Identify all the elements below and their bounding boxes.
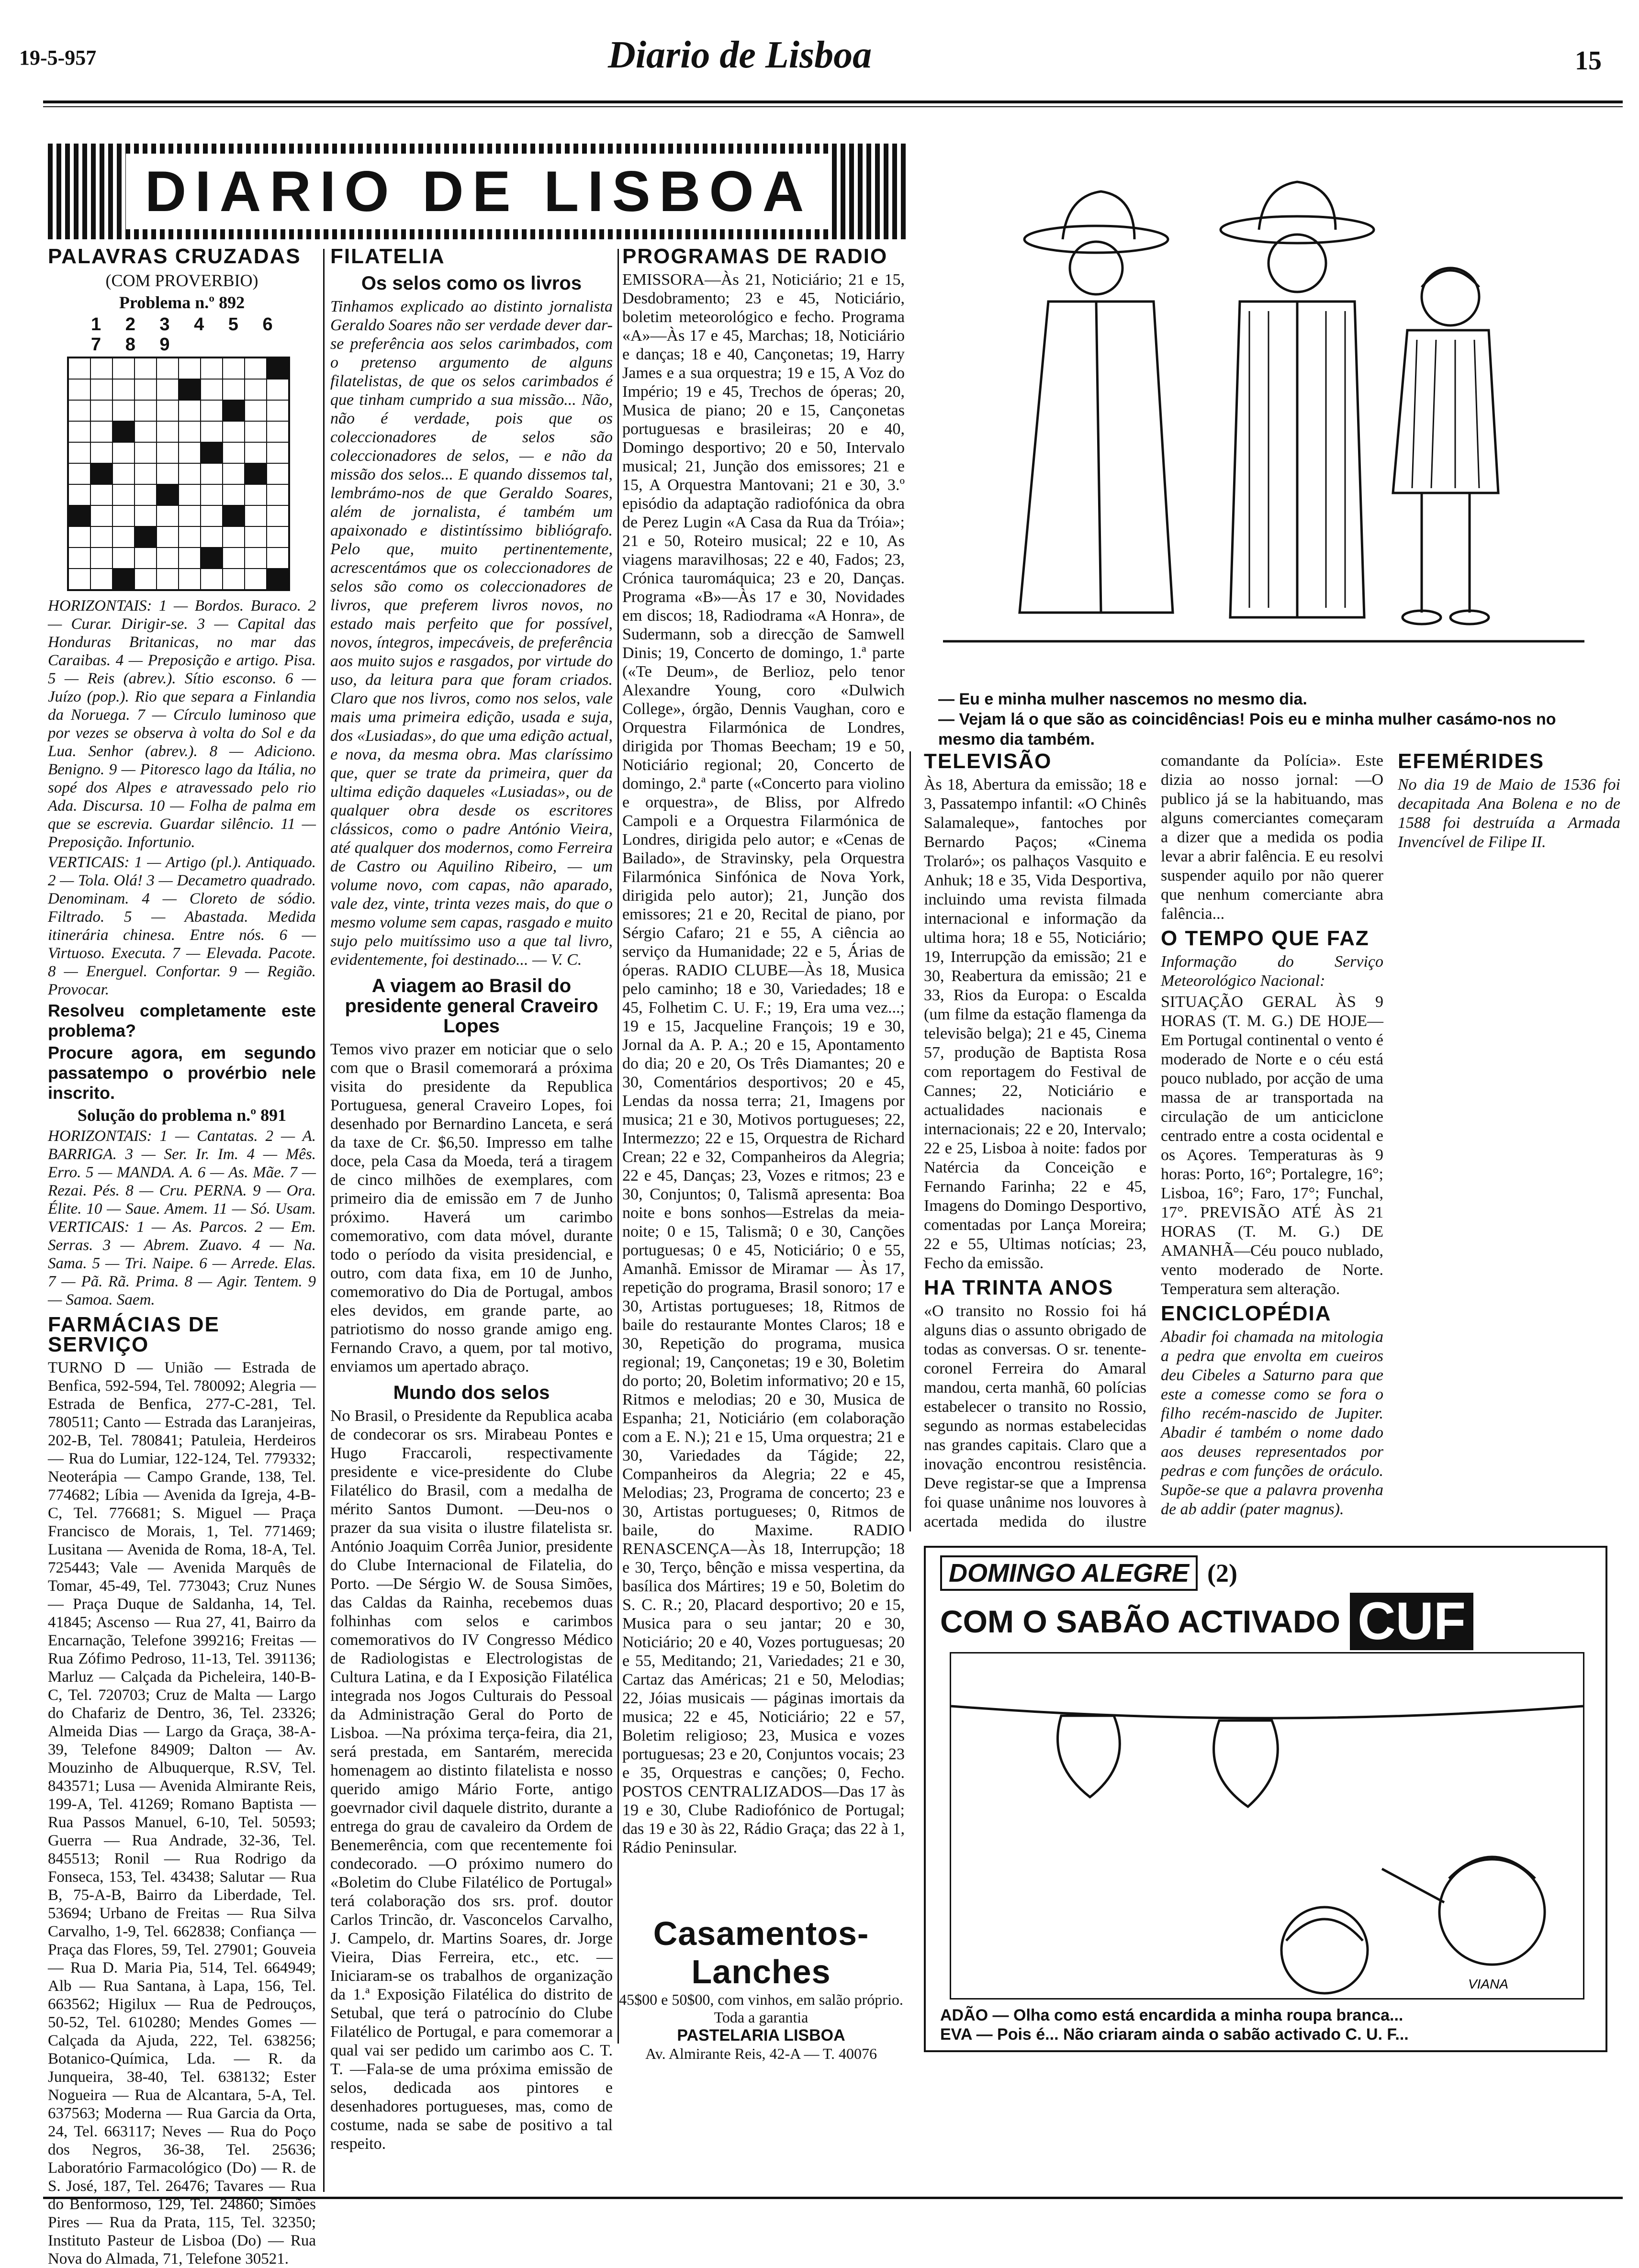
crossword-cell — [245, 442, 267, 463]
ad-line1: 45$00 e 50$00, com vinhos, em salão próprio. Toda a garantia — [619, 1991, 903, 2026]
crossword-cell — [245, 379, 267, 400]
ad-title: Casamentos-Lanches — [653, 1915, 869, 1990]
cartoon-caption-1: — Eu e minha mulher nascemos no mesmo dia. — [938, 690, 1307, 708]
cuf-ad-number: (2) — [1207, 1559, 1237, 1587]
crossword-cell — [179, 526, 201, 547]
crossword-cell — [245, 526, 267, 547]
crossword-cell — [112, 400, 135, 421]
article-body-mundo-selos: No Brasil, o Presidente da Republica acaba de condecorar os srs. Mirabeau Pontes e Hugo Fraccaroli, respectivamente presidente e vice-presidente do Clube Filatélico do Brasil, com a medalha de mérito Santos Dumont. —Deu-nos o prazer da sua visita o ilustre filatelista sr. António Joaquim Corrêa Junior, presidente do Clube Internacional de Filatelia, do Porto. —De Sérgio W. de Sousa Simões, das Caldas da Rainha, recebemos duas folhinhas com selos e carimbos comemorativos do IV Congresso Médico de Radiologistas e Electrologistas de Cultura Latina, e da I Exposição Filatélica integrada nos Jogos Culturais do Pessoal da Administração Geral do Porto de Lisboa. —Na próxima terça-feira, dia 21, será prestada, em Santarém, merecida homenagem ao distinto filatelista e nosso querido amigo Mário Forte, antigo goevrnador civil daquele distrito, durante a entrega do grau de cavaleiro da Ordem de Benemerência, com que recentemente foi condecorado. —O próximo numero do «Boletim do Clube Filatélico de Portugal» terá colaboração dos srs. prof. doutor Carlos Trincão, dr. Vasconcelos Carvalho, J. Campelo, dr. Martins Soares, dr. Jorge Vieira, Dias Ferreira, etc., etc. —Iniciaram-se os trabalhos de organização da 1.ª Exposição Filatélica do distrito de Setubal, que terá o patrocínio do Clube Filatélico de Portugal, e para comemorar a qual vai ser pedido um carimbo aos C. T. T. —Fala-se de uma próxima emissão de selos, dedicada aos pintores e desenhadores portugueses, mas, como de costume, nada se sabe de positivo a tal respeito. — [330, 1407, 613, 2153]
crossword-cell — [201, 400, 223, 421]
tempo-subtitle: Informação do Serviço Meteorológico Nacional: — [1161, 953, 1383, 990]
crossword-cell — [90, 379, 112, 400]
couples-cartoon — [924, 158, 1604, 675]
crossword-cell — [135, 547, 157, 569]
televisao-body: Às 18, Abertura da emissão; 18 e 3, Passatempo infantil: «O Chinês Salamaleque», fantoches por Bernardo Paços; «Cinema Trolaró»; os palhaços Vasquito e Anhuk; 18 e 35, Vida Desportiva, incluindo uma revista filmada internacional e informação da ultima hora; 18 e 55, Noticiário; 19, Interrupção da emissão; 21 e 30, Reabertura da emissão; 21 e 33, Rios da Europa: o Escalda (um filme da estação flamenga da televisão belga); 21 e 45, Cinema 57, produção de Baptista Rosa com reportagem do Festival de Cannes; 22, Noticiário e actualidades nacionais e internacionais; 22 e 20, Intervalo; 22 e 25, Lisboa à noite: fados por Natércia da Conceição e Fernando Farinha; 22 e 45, Imagens do Domingo Desportivo, comentadas por Lança Moreira; 22 e 55, Ultimas notícias; 23, Fecho da emissão. — [924, 776, 1146, 1272]
crossword-cell — [112, 463, 135, 484]
crossword-cell — [157, 505, 179, 526]
televisao-heading: TELEVISÃO — [924, 749, 1052, 773]
crossword-cell — [68, 379, 90, 400]
crossword-cell — [267, 569, 289, 590]
crossword-grid — [67, 357, 290, 591]
crossword-cell — [245, 484, 267, 505]
header-rule-thin — [43, 106, 1623, 107]
crossword-cell — [157, 379, 179, 400]
crossword-cell — [179, 505, 201, 526]
crossword-cell — [201, 358, 223, 379]
crossword-cell — [90, 569, 112, 590]
crossword-cell — [223, 505, 245, 526]
crossword-cell — [157, 400, 179, 421]
crossword-cell — [90, 358, 112, 379]
cuf-ad-signature: VIANA — [1468, 1977, 1509, 1991]
filatelia-heading: FILATELIA — [330, 245, 445, 268]
crossword-cell — [267, 463, 289, 484]
radio-programs: EMISSORA—Às 21, Noticiário; 21 e 15, Desdobramento; 23 e 45, Noticiário, boletim meteorológico e fecho. Programa «A»—Às 17 e 45, Marchas; 18, Noticiário e danças; 18 e 40, Cançonetas; 19, Harry James e a sua orquestra; 19 e 15, A Voz do Império; 19 e 45, Trechos de óperas; 20, Musica de piano; 20 e 15, Cançonetas portuguesas e brasileiras; 20 e 40, Domingo desportivo; 20 e 50, Intervalo musical; 21, Junção dos emissores; 21 e 15, A Orquestra Mantovani; 21 e 30, 3.º episódio da adaptação radiofónica da obra de Perez Lugin «A Casa da Rua da Tróia»; 21 e 50, Roteiro musical; 22 e 10, As viagens maravilhosas; 22 e 40, Fados; 23, Crónica tauromáquica; 23 e 20, Danças. Programa «B»—Às 17 e 30, Novidades em discos; 18, Radiodrama «A Honra», de Sudermann, sob a direcção de Samwell Dinis; 19, Concerto de domingo, 1.ª parte («Te Deum», de Berlioz, pelo tenor Alexandre Young, coro «Dulwich College», órgão, Dennis Vaughan, coro e Orquestra Filarmónica de Londres, dirigida por Thomas Beecham; 19 e 50, Noticiário regional; 20, Concerto de domingo, 2.ª parte («Concerto para violino e orquestra», de Bliss, por Alfredo Campoli e a Orquestra Filarmónica de Londres, dirigida pelo autor; e «Cenas de Bailado», de Stravinsky, pela Orquestra Filarmónica Sinfónica de Nova York, dirigida pelo autor); 21, Junção dos emissores; 21 e 20, Recital de piano, por Sérgio Cafaro; 21 e 55, A ciência ao serviço da Humanidade; 22 e 5, Árias de óperas. RADIO CLUBE—Às 18, Musica pelo caminho; 18 e 30, Variedades; 18 e 45, Folhetim C. U. F.; 19, Era uma vez...; 19 e 15, Jacqueline François; 19 e 30, Jornal da A. P. A.; 20 e 15, Apontamento do dia; 20 e 20, Os Três Diamantes; 20 e 30, Comentários desportivos; 20 e 45, Lendas da nossa terra; 21, Imagens por musica; 21 e 30, Motivos portugueses; 22, Intermezzo; 22 e 15, Orquestra de Richard Crean; 22 e 32, Companheiros da Alegria; 22 e 45, Danças; 23, Vozes e ritmos; 23 e 30, Conjuntos; 0, Talismã apresenta: Boa noite e bons sonhos—Estrelas da meia-noite; 0 e 15, Talismã; 0 e 30, Canções portuguesas; 0 e 45, Noticiário; 0 e 55, Amanhã. Emissor de Miramar — Às 17, repetição do programa, Brasil sonoro; 17 e 30, Artistas portugueses; 18, Ritmos de baile do restaurante Montes Claros; 18 e 30, Repetição do programa, musica regional; 19, Cançonetas; 19 e 30, Boletim do porto; 20, Boletim informativo; 20 e 15, Ritmos e melodias; 20 e 30, Musica de Espanha; 21, Noticiário (em colaboração com a E. N.); 21 e 15, Uma orquestra; 21 e 30, Variedades da Tágide; 22, Companheiros da Alegria; 22 e 45, Melodias; 23, Programa de concerto; 23 e 30, Artistas portugueses; 0, Ritmos de baile, do Maxime. RADIO RENASCENÇA—Às 18, Interrupção; 18 e 30, Terço, bênção e missa vespertina, da basílica dos Mártires; 19 e 50, Boletim do S. C. R.; 20, Placard desportivo; 20 e 15, Musica para o seu jantar; 20 e 30, Noticiário; 20 e 40, Vozes portuguesas; 20 e 55, Meditando; 21, Variedades; 21 e 30, Cartaz das Américas; 21 e 50, Melodias; 22, Jóias musicais — páginas imortais da musica; 22 e 45, Noticiário; 22 e 57, Boletim religioso; 23, Musica e vozes portuguesas; 23 e 20, Conjuntos vocais; 23 e 35, Orquestras e canções; 0, Fecho. POSTOS CENTRALIZADOS—Das 17 às 19 e 30, Clube Radiofónico de Portugal; das 19 e 30 às 22, Rádio Graça; das 22 à 1, Rádio Peninsular. — [622, 271, 905, 1856]
crossword-cell — [157, 421, 179, 442]
crossword-cell — [157, 463, 179, 484]
crossword-horizontal-clues: HORIZONTAIS: 1 — Bordos. Buraco. 2 — Curar. Dirigir-se. 3 — Capital das Honduras Britanicas, no mar das Caraibas. 4 — Preposição e artigo. Pisa. 5 — Reis (abrev.). Sítio esconso. 6 — Juízo (pop.). Rio que separa a Finlandia da Noruega. 7 — Círculo luminoso que por vezes se observa à volta do Sol e da Lua. Senhor (abrev.). 8 — Adiciono. Benigno. 9 — Pitoresco lago da Itália, no sopé dos Alpes e atravessado pelo rio Ada. Discursa. 10 — Folha de palma em que se escrevia. Guardar silêncio. 11 — Preposição. Infortunio. — [48, 597, 316, 851]
pharmacies-heading: FARMÁCIAS DE SERVIÇO — [48, 1313, 220, 1356]
radio-heading: PROGRAMAS DE RADIO — [622, 245, 888, 268]
crossword-cell — [112, 484, 135, 505]
crossword-cell — [179, 547, 201, 569]
crossword-cell — [135, 484, 157, 505]
crossword-cell — [223, 526, 245, 547]
crossword-cell — [90, 421, 112, 442]
crossword-cell — [135, 569, 157, 590]
article-body-selos-livros: Tinhamos explicado ao distinto jornalista Geraldo Soares não ser verdade dever dar-se preferência aos selos carimbados, com o pretenso argumento de alguns filatelistas, de que os selos carimbados é que tinham cumprido a sua missão... Não, não é verdade, pois que os coleccionadores de selos são coleccionadores de selos, — e não da missão dos selos... E quando dissemos tal, lembrámo-nos de que Geraldo Soares, além de jornalista, é também um apaixonado e distintíssimo bibliógrafo. Pelo que, muito pertinentemente, acrescentámos que os coleccionadores de selos são como os coleccionadores de livros, que preferem livros novos, no estado mais perfeito que for possível, novos, íntegros, impecáveis, de preferência aos muito sujos e rasgados, por virtude do uso, da leitura para que foram criados. Claro que nos livros, como nos selos, vale mais uma primeira edição, usada e suja, dos «Lusiadas», do que uma edição actual, e nova, da mesma obra. Mas claríssimo que, quer se trate da primeira, quer da ultima edição daqueles «Lusiadas», ou de qualquer obra desde os escritores clássicos, como o padre António Vieira, até qualquer dos modernos, como Ferreira de Castro ou Aquilino Ribeiro, — um volume novo, com capas, não aparado, vale dez, vinte, trinta vezes mais, do que o mesmo volume sem capas, rasgado e muito sujo pelo muitíssimo uso a que tal livro, evidentemente, foi destinado... — V. C. — [330, 298, 613, 969]
tempo-heading: O TEMPO QUE FAZ — [1161, 927, 1370, 950]
crossword-cell — [179, 400, 201, 421]
ad-line3: Av. Almirante Reis, 42-A — T. 40076 — [645, 2045, 877, 2062]
cuf-ad-slogan: COM O SABÃO ACTIVADO — [940, 1604, 1340, 1639]
crossword-cell — [135, 358, 157, 379]
efemerides-heading: EFEMÉRIDES — [1398, 749, 1545, 773]
cuf-ad-caption-1: ADÃO — Olha como está encardida a minha roupa branca... — [940, 2006, 1403, 2024]
crossword-problem-number: Problema n.º 892 — [119, 293, 245, 312]
crossword-cell — [267, 379, 289, 400]
crossword-cell — [157, 442, 179, 463]
cuf-ad-top-label: DOMINGO ALEGRE — [940, 1555, 1198, 1591]
enciclopedia-heading: ENCICLOPÉDIA — [1161, 1302, 1332, 1325]
cuf-ad-caption-2: EVA — Pois é... Não criaram ainda o sabão activado C. U. F... — [940, 2025, 1409, 2044]
crossword-cell — [201, 569, 223, 590]
crossword-heading: PALAVRAS CRUZADAS — [48, 245, 301, 268]
crossword-cell — [179, 442, 201, 463]
crossword-cell — [179, 484, 201, 505]
crossword-cell — [135, 400, 157, 421]
crossword-cell — [223, 547, 245, 569]
crossword-cell — [245, 400, 267, 421]
crossword-cell — [135, 463, 157, 484]
crossword-cell — [135, 526, 157, 547]
crossword-vertical-clues: VERTICAIS: 1 — Artigo (pl.). Antiquado. 2 — Tola. Olá! 3 — Decametro quadrado. Denominam. 4 — Cloreto de sódio. Filtrado. 5 — Abastada. Medida itinerária chinesa. Entre nós. 6 — Virtuoso. Executa. 7 — Elevada. Pacote. 8 — Energuel. Confortar. 9 — Região. Provocar. — [48, 854, 316, 998]
crossword-cell — [90, 442, 112, 463]
crossword-cell — [135, 421, 157, 442]
crossword-cell — [267, 358, 289, 379]
crossword-cell — [201, 547, 223, 569]
masthead-logo — [48, 144, 909, 239]
crossword-cell — [223, 484, 245, 505]
crossword-prompt: Resolveu completamente este problema? — [48, 1001, 316, 1040]
article-title-viagem-brasil: A viagem ao Brasil do presidente general Craveiro Lopes — [345, 975, 598, 1037]
crossword-cell — [135, 379, 157, 400]
article-title-mundo-selos: Mundo dos selos — [393, 1382, 550, 1403]
crossword-cell — [179, 379, 201, 400]
cuf-soap-ad — [924, 1546, 1607, 2052]
newspaper-title: Diario de Lisboa — [608, 34, 872, 76]
crossword-cell — [267, 400, 289, 421]
issue-date: 19-5-957 — [19, 46, 97, 69]
ad-line2: PASTELARIA LISBOA — [677, 2026, 845, 2045]
crossword-cell — [179, 569, 201, 590]
crossword-cell — [157, 358, 179, 379]
crossword-cell — [223, 358, 245, 379]
header-rule — [43, 101, 1623, 103]
crossword-cell — [112, 505, 135, 526]
crossword-cell — [90, 505, 112, 526]
crossword-cell — [223, 442, 245, 463]
crossword-cell — [245, 421, 267, 442]
crossword-cell — [223, 421, 245, 442]
crossword-cell — [157, 547, 179, 569]
page-number: 15 — [1575, 46, 1602, 76]
crossword-cell — [135, 505, 157, 526]
ha-trinta-anos-heading: HA TRINTA ANOS — [924, 1276, 1114, 1299]
crossword-cell — [68, 463, 90, 484]
crossword-cell — [201, 526, 223, 547]
crossword-cell — [201, 421, 223, 442]
tempo-body: SITUAÇÃO GERAL ÀS 9 HORAS (T. M. G.) DE HOJE—Em Portugal continental o vento é moderado de Norte e o céu está pouco nublado, por acção de uma massa de ar transportada na circulação de um anticiclone centrado entre a costa ocidental e os Açores. Temperaturas às 9 horas: Porto, 16°; Portalegre, 16°; Lisboa, 16°; Faro, 17°; Funchal, 17°. PREVISÃO ATÉ ÀS 21 HORAS (T. M. G.) DE AMANHÃ—Céu pouco nublado, vento moderado de Norte. Temperatura sem alteração. — [1161, 993, 1383, 1298]
crossword-cell — [223, 379, 245, 400]
cuf-ad-caption — [926, 2002, 1605, 2048]
crossword-cell — [68, 442, 90, 463]
crossword-cell — [201, 442, 223, 463]
crossword-proverb-prompt: Procure agora, em segundo passatempo o provérbio nele inscrito. — [48, 1043, 316, 1103]
cartoon-illustration — [924, 158, 1604, 675]
crossword-cell — [68, 358, 90, 379]
crossword-cell — [90, 526, 112, 547]
solution-title: Solução do problema n.º 891 — [77, 1106, 287, 1125]
right-news-columns — [924, 749, 1620, 1531]
crossword-cell — [112, 526, 135, 547]
crossword-cell — [112, 358, 135, 379]
crossword-cell — [157, 484, 179, 505]
crossword-cell — [245, 358, 267, 379]
article-title-selos-livros: Os selos como os livros — [361, 273, 582, 294]
column-divider — [909, 751, 911, 1531]
crossword-cell — [267, 505, 289, 526]
crossword-cell — [112, 379, 135, 400]
crossword-cell — [68, 526, 90, 547]
ha-trinta-anos-body: «O transito no Rossio foi há alguns dias o assunto obrigado de todas as conversas. O sr. tenente-coronel Ferreira do Amaral mandou, certa manhã, 60 polícias estabelecer o transito no Rossio, segundo as normas estabelecidas nas grandes capitais. Claro que a inovação encontrou resistência. Deve registar-se que a Imprensa foi quase unânime nos louvores à acertada medida do ilustre comandante da Polícia». Este dizia ao nosso jornal: —O publico já se la habituando, mas alguns comerciantes começaram a dizer que a medida os podia levar a abrir falência. E eu resolvi suspender aquilo por não querer que nenhum comerciante abra falência... — [924, 752, 1383, 1531]
cartoon-caption-2: — Vejam lá o que são as coincidências! Pois eu e minha mulher casámo-nos no mesmo dia também. — [938, 710, 1556, 749]
crossword-cell — [68, 547, 90, 569]
crossword-cell — [90, 484, 112, 505]
radio-section — [622, 246, 905, 1912]
crossword-cell — [179, 463, 201, 484]
crossword-cell — [112, 442, 135, 463]
crossword-cell — [201, 505, 223, 526]
crossword-cell — [68, 505, 90, 526]
solution-text: HORIZONTAIS: 1 — Cantatas. 2 — A. BARRIGA. 3 — Ser. Ir. Im. 4 — Mês. Erro. 5 — MANDA. A. 6 — As. Mãe. 7 — Rezai. Pés. 8 — Cru. PERNA. 9 — Ora. Élite. 10 — Saue. Amem. 11 — Só. Usam. VERTICAIS: 1 — As. Parcos. 2 — Em. Serras. 3 — Abrem. Zuavo. 4 — Na. Sama. 5 — Tri. Naipe. 6 — Arrede. Elas. 7 — Pã. Rã. Prima. 8 — Agir. Tentem. 9 — Samoa. Saem. — [48, 1128, 316, 1308]
crossword-cell — [223, 463, 245, 484]
crossword-cell — [267, 442, 289, 463]
crossword-cell — [267, 547, 289, 569]
crossword-cell — [223, 400, 245, 421]
crossword-cell — [267, 484, 289, 505]
crossword-section — [48, 245, 316, 2268]
crossword-cell — [245, 547, 267, 569]
crossword-cell — [201, 463, 223, 484]
crossword-cell — [68, 484, 90, 505]
efemerides-body: No dia 19 de Maio de 1536 foi decapitada Ana Bolena e no de 1588 foi destruída a Armada Invencível de Filipe II. — [1398, 776, 1620, 851]
cartoon-caption — [938, 689, 1608, 749]
crossword-cell — [223, 569, 245, 590]
crossword-cell — [245, 569, 267, 590]
crossword-cell — [245, 463, 267, 484]
cuf-ad-illustration — [950, 1652, 1584, 2000]
masthead-text: DIARIO DE LISBOA — [126, 154, 832, 229]
crossword-cell — [201, 379, 223, 400]
crossword-cell — [68, 400, 90, 421]
crossword-cell — [90, 400, 112, 421]
crossword-subtitle: (COM PROVERBIO) — [105, 271, 258, 290]
crossword-column-numbers: 1 2 3 4 5 6 7 8 9 — [91, 314, 282, 355]
crossword-cell — [112, 547, 135, 569]
enciclopedia-body: Abadir foi chamada na mitologia a pedra que envolta em cueiros deu Cibeles a Saturno para que este a comesse como se fora o filho recém-nascido de Jupiter. Abadir é também o nome dado aos deuses representados por pedras e com funções de oráculo. Supõe-se que a palavra provenha de ab addir (pater magnus). — [1161, 1328, 1383, 1518]
crossword-cell — [68, 569, 90, 590]
casamentos-lanches-ad — [617, 1914, 905, 2062]
column-divider — [617, 249, 619, 2044]
crossword-cell — [179, 421, 201, 442]
crossword-cell — [157, 526, 179, 547]
article-body-viagem-brasil: Temos vivo prazer em noticiar que o selo com que o Brasil comemorará a próxima visita do presidente da Republica Portuguesa, general Craveiro Lopes, foi desenhado por Bernardino Lanceta, e será da taxe de Cr. $6,50. Impresso em talhe doce, pela Casa da Moeda, terá a tiragem de cinco milhões de exemplares, com primeiro dia de emissão em 7 de Junho próximo. Haverá um carimbo comemorativo, com data móvel, durante todo o período da visita presidencial, e outro, com data fixa, em 10 de Junho, comemorativo do Dia de Portugal, ambos eles devidos, em grande parte, ao patriotismo do nosso grande amigo eng. Fernando Cravo, a quem, por tal motivo, enviamos um apertado abraço. — [330, 1040, 613, 1375]
pharmacies-list: TURNO D — União — Estrada de Benfica, 592-594, Tel. 780092; Alegria — Estrada de Benfica, 277-C-281, Tel. 780511; Canto — Estrada das Laranjeiras, 202-B, Tel. 780841; Patuleia, Herdeiros — Rua do Lumiar, 122-124, Tel. 779332; Neoterápia — Campo Grande, 138, Tel. 774682; Líbia — Avenida da Igreja, 4-B-C, Tel. 776681; S. Miguel — Praça Francisco de Morais, 1, Tel. 771469; Lusitana — Avenida de Roma, 18-A, Tel. 725443; Vale — Avenida Marquês de Tomar, 45-49, Tel. 773043; Cruz Nunes — Praça Duque de Saldanha, 14, Tel. 41845; Ascenso — Rua 27, 41, Bairro da Encarnação, Telefone 399216; Freitas — Rua Zófimo Pedroso, 11-13, Tel. 391136; Marluz — Calçada da Picheleira, 140-B-C, Tel. 720703; Cruz de Malta — Largo do Chafariz de Dentro, 36, Tel. 23326; Almeida Dias — Largo da Graça, 38-A-39, Telefone 84909; Dalton — Av. Mouzinho de Albuquerque, R.SV, Tel. 843571; Lusa — Avenida Almirante Reis, 199-A, Tel. 41269; Romano Baptista — Rua Passos Manuel, 6-10, Tel. 50593; Guerra — Rua Andrade, 32-36, Tel. 845513; Ronil — Rua Rodrigo da Fonseca, 153, Tel. 43438; Salutar — Rua B, 75-A-B, Bairro da Liberdade, Tel. 53694; Urbano de Freitas — Rua Silva Carvalho, 1-9, Tel. 662838; Confiança — Praça das Flores, 59, Tel. 27901; Gouveia — Rua D. Maria Pia, 514, Tel. 664949; Alb — Rua Santana, à Lapa, 156, Tel. 663562; Higilux — Rua de Pedrouços, 50-52, Tel. 610280; Mendes Gomes — Calçada da Ajuda, 222, Tel. 638256; Botanico-Química, Lda. — R. da Junqueira, 38-40, Tel. 638132; Ester Nogueira — Rua de Alcantara, 5-A, Tel. 637563; Moderna — Rua Garcia da Orta, 24, Tel. 663117; Neves — Rua do Poço dos Negros, 36-38, Tel. 25636; Laboratório Farmacológico (Do) — R. de S. José, 187, Tel. 26476; Tavares — Rua do Benformoso, 129, Tel. 24860; Simões Pires — Rua da Prata, 115, Tel. 32350; Instituto Pasteur de Lisboa (Do) — Rua Nova do Almada, 71, Telefone 30521. — [48, 1359, 316, 2268]
crossword-cell — [157, 569, 179, 590]
crossword-cell — [179, 358, 201, 379]
crossword-cell — [90, 547, 112, 569]
crossword-cell — [112, 421, 135, 442]
column-divider — [323, 249, 325, 2192]
crossword-cell — [245, 505, 267, 526]
crossword-cell — [267, 421, 289, 442]
crossword-cell — [267, 526, 289, 547]
crossword-cell — [112, 569, 135, 590]
cuf-ad-brand-logo: CUF — [1350, 1593, 1473, 1650]
crossword-cell — [201, 484, 223, 505]
crossword-cell — [135, 442, 157, 463]
filatelia-section — [330, 245, 613, 2153]
crossword-cell — [90, 463, 112, 484]
crossword-cell — [68, 421, 90, 442]
